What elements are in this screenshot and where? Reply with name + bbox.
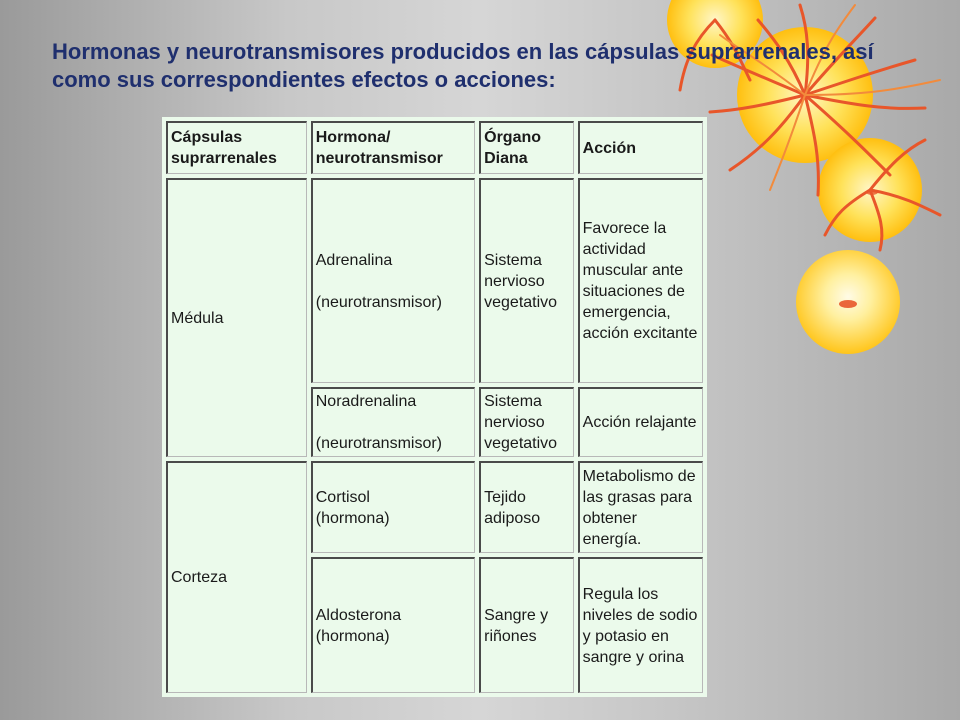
header-target-organ (479, 121, 574, 174)
gland-corteza: Corteza (166, 461, 307, 693)
hormone-type: (neurotransmisor) (315, 435, 443, 452)
header-hormone (311, 121, 475, 174)
flower-ball-right-center (866, 189, 878, 195)
hormone-type: (neurotransmisor) (315, 293, 443, 311)
hormone-name: Cortisol (315, 488, 370, 506)
slide-title: Hormonas y neurotransmisores producidos en las cápsulas suprarrenales, así como sus correspondientes efectos o acciones: (52, 39, 874, 92)
table-header-row (166, 121, 703, 174)
hormone-type: (hormona) (315, 627, 390, 645)
hormone-name: Noradrenalina (315, 393, 417, 410)
hormone-name: Aldosterona (315, 606, 402, 624)
table-row (166, 178, 703, 383)
hormone-name: Adrenalina (315, 251, 393, 269)
hormone-cell (311, 387, 475, 457)
action-cell: Metabolismo de las grasas para obtener energía. (578, 461, 703, 553)
header-organ-line2: Diana (484, 150, 528, 167)
header-organ-line1: Órgano (484, 129, 542, 146)
hormone-type: (hormona) (315, 509, 390, 527)
table-row (166, 461, 703, 553)
target-organ-cell: Tejido adiposo (479, 461, 574, 553)
hormone-cell (311, 461, 475, 553)
header-glands-line1: Cápsulas (171, 129, 243, 146)
hormone-table-panel (162, 117, 707, 697)
target-organ-cell: Sistema nervioso vegetativo (479, 387, 574, 457)
target-organ-cell: Sangre y riñones (479, 557, 574, 693)
hormone-table (162, 117, 707, 697)
header-hormone-line2: neurotransmisor (315, 150, 443, 167)
flower-ball-small-center (839, 300, 857, 308)
gland-medula: Médula (166, 178, 307, 457)
header-glands (166, 121, 307, 174)
action-cell: Acción relajante (578, 387, 703, 457)
target-organ-cell: Sistema nervioso vegetativo (479, 178, 574, 383)
header-action: Acción (578, 121, 703, 174)
header-glands-line2: suprarrenales (171, 150, 277, 167)
hormone-cell (311, 178, 475, 383)
header-hormone-line1: Hormona/ (315, 129, 391, 146)
hormone-cell (311, 557, 475, 693)
action-cell: Regula los niveles de sodio y potasio en sangre y orina (578, 557, 703, 693)
action-cell: Favorece la actividad muscular ante situaciones de emergencia, acción excitante (578, 178, 703, 383)
